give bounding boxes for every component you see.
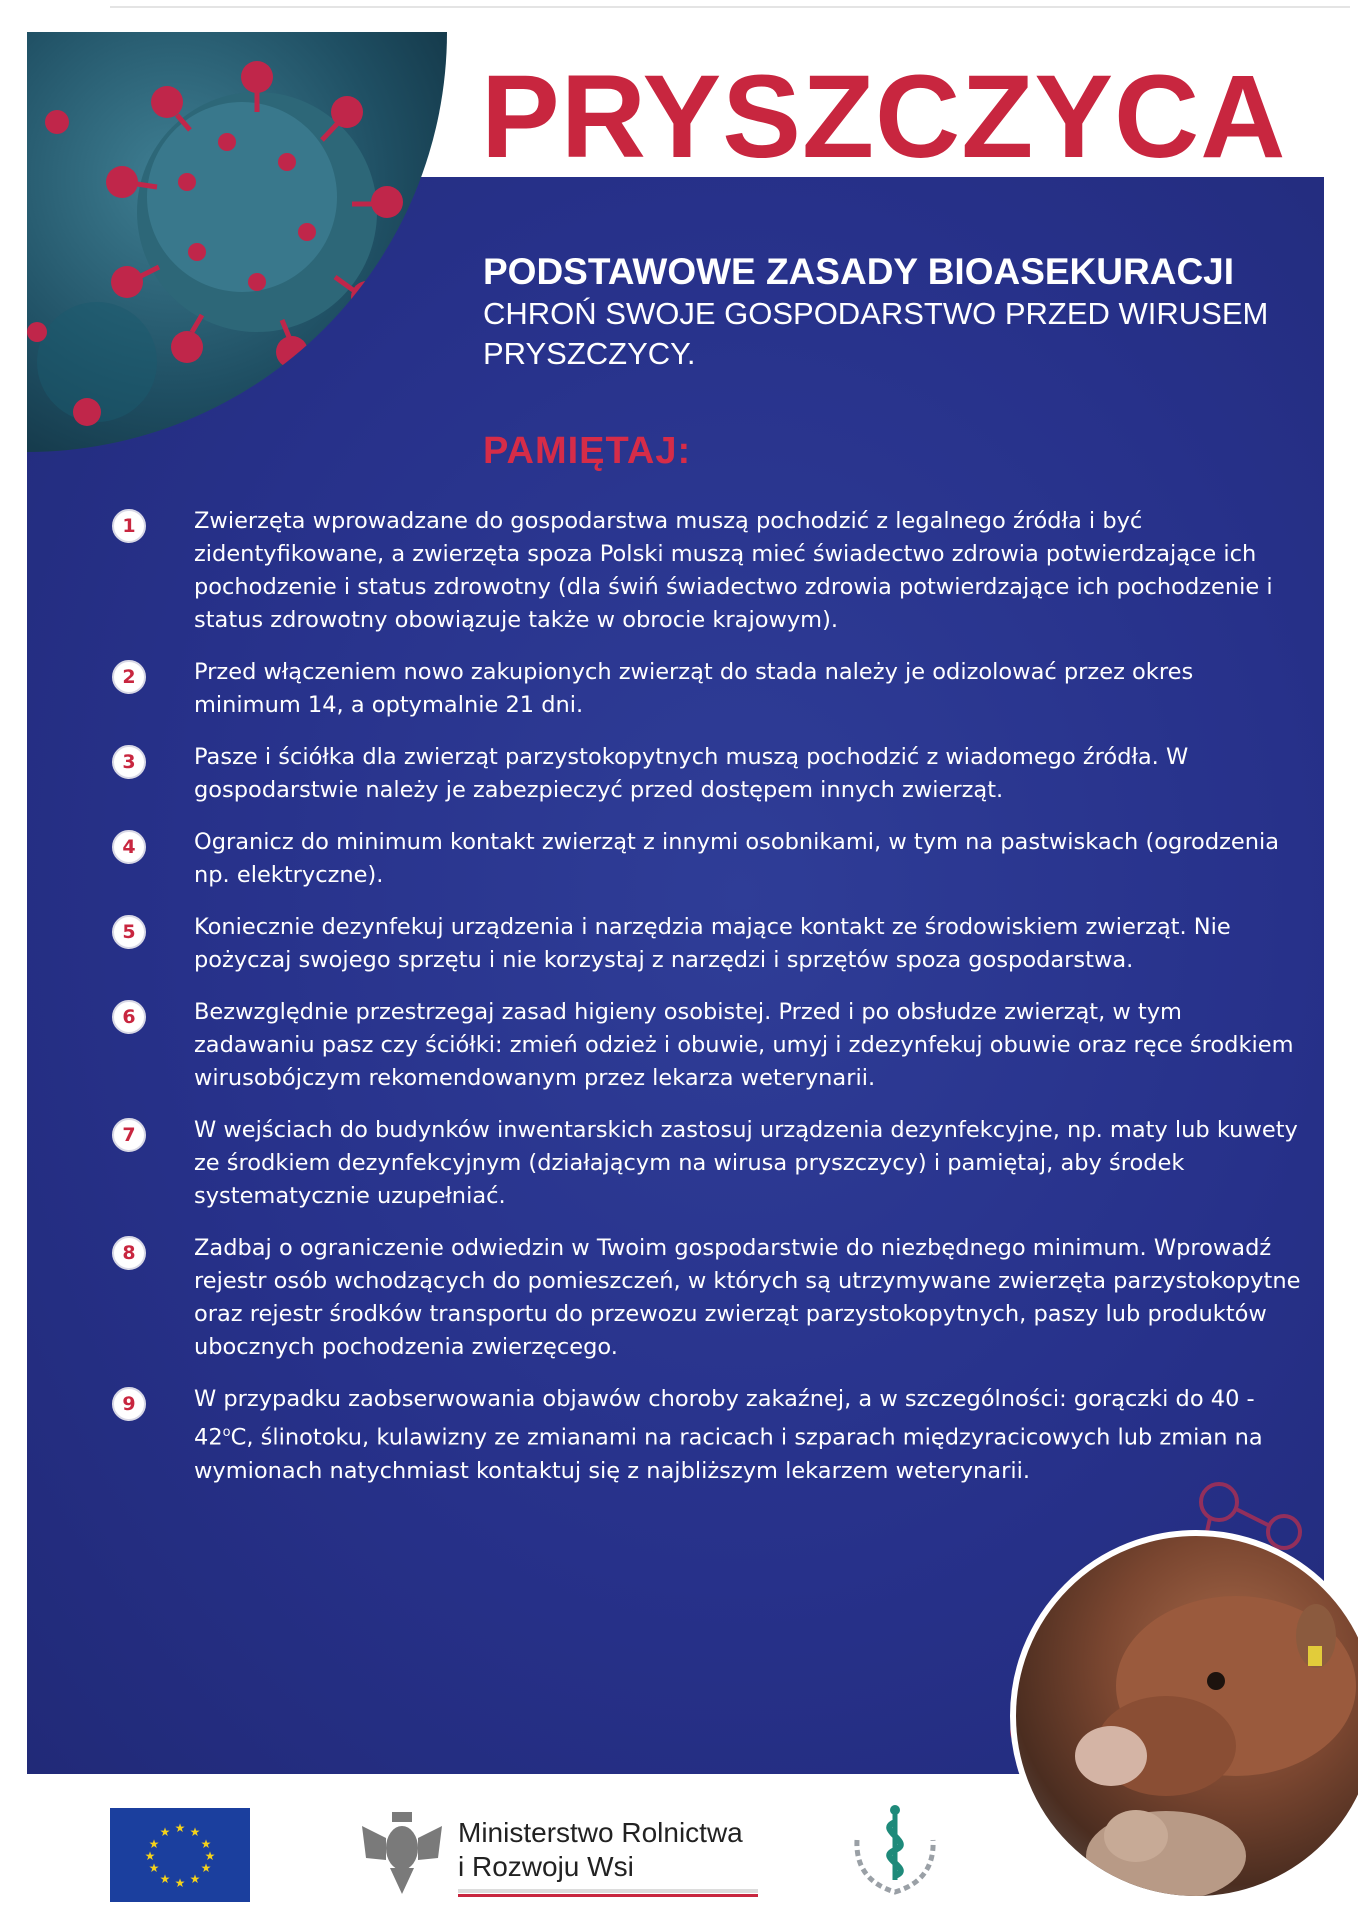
rule-text: Pasze i ściółka dla zwierząt parzystokopytnych muszą pochodzić z wiadomego źródła. W gospodarstwie należy je zabezpieczyć przed dostępem innych zwierząt. bbox=[194, 744, 1189, 803]
ministry-name-line1: Ministerstwo Rolnictwa bbox=[458, 1817, 743, 1848]
rule-text: Koniecznie dezynfekuj urządzenia i narzędzia mające kontakt ze środowiskiem zwierząt. Nie pożyczaj swojego sprzętu i nie korzystaj z narzędzi i sprzętów spoza gospodarstwa. bbox=[194, 914, 1231, 973]
rule-number-badge: 7 bbox=[112, 1118, 146, 1152]
degree-symbol: o bbox=[222, 1425, 231, 1440]
svg-text:★: ★ bbox=[189, 1825, 201, 1839]
eu-stars-icon bbox=[110, 1808, 250, 1902]
ministry-logo bbox=[360, 1800, 760, 1900]
rule-number-badge: 6 bbox=[112, 1000, 146, 1034]
rule-item-4 bbox=[112, 826, 1302, 892]
rule-text-part: C, ślinotoku, kulawizny ze zmianami na racicach i szparach międzyracicowych lub zmian na wymionach natychmiast kontaktuj się z najbliższym lekarzem weterynarii. bbox=[194, 1424, 1263, 1484]
rule-number-badge: 4 bbox=[112, 830, 146, 864]
caduceus-icon bbox=[845, 1800, 945, 1900]
svg-text:★: ★ bbox=[204, 1849, 216, 1863]
poster-title: PRYSZCZYCA bbox=[481, 51, 1287, 183]
rule-number-badge: 1 bbox=[112, 509, 146, 543]
rule-text-part: W przypadku zaobserwowania objawów choroby zakaźnej, a w szczególności: gorączki do 40 - 42 bbox=[194, 1386, 1255, 1451]
rule-number-badge: 9 bbox=[112, 1387, 146, 1421]
veterinary-inspection-icon bbox=[845, 1800, 945, 1900]
rule-item-2 bbox=[112, 656, 1302, 722]
flag-stripe-white bbox=[458, 1889, 758, 1893]
subtitle-main: PODSTAWOWE ZASADY BIOASEKURACJI bbox=[483, 251, 1235, 292]
svg-text:★: ★ bbox=[159, 1872, 171, 1886]
svg-text:★: ★ bbox=[144, 1849, 156, 1863]
rule-number-badge: 3 bbox=[112, 745, 146, 779]
rule-item-3 bbox=[112, 741, 1302, 807]
svg-text:★: ★ bbox=[148, 1837, 160, 1851]
ministry-name-line2: i Rozwoju Wsi bbox=[458, 1851, 634, 1882]
poster bbox=[27, 32, 1324, 1774]
svg-text:★: ★ bbox=[200, 1837, 212, 1851]
svg-text:★: ★ bbox=[200, 1861, 212, 1875]
rule-item-5 bbox=[112, 911, 1302, 977]
polish-eagle-icon bbox=[360, 1808, 444, 1898]
svg-text:★: ★ bbox=[174, 1821, 186, 1835]
svg-text:★: ★ bbox=[174, 1876, 186, 1890]
rule-text: W wejściach do budynków inwentarskich zastosuj urządzenia dezynfekcyjne, np. maty lub kuwety ze środkiem dezynfekcyjnym (działającym na wirusa pryszczycy) i pamiętaj, aby środek systematycznie uzupełniać. bbox=[194, 1117, 1298, 1209]
rule-item-8 bbox=[112, 1232, 1302, 1364]
rule-text: Przed włączeniem nowo zakupionych zwierząt do stada należy je odizolować przez okres minimum 14, a optymalnie 21 dni. bbox=[194, 659, 1194, 718]
rule-item-1 bbox=[112, 505, 1302, 637]
remember-heading: PAMIĘTAJ: bbox=[483, 430, 692, 472]
rule-item-7 bbox=[112, 1114, 1302, 1213]
subtitle-secondary: CHROŃ SWOJE GOSPODARSTWO PRZED WIRUSEM PRYSZCZYCY. bbox=[483, 296, 1269, 371]
rule-text: Zwierzęta wprowadzane do gospodarstwa muszą pochodzić z legalnego źródła i być zidentyfikowane, a zwierzęta spoza Polski muszą mieć świadectwo zdrowia potwierdzające ich pochodzenie i status zdrowotny (dla świń świadectwo zdrowia potwierdzające ich pochodzenie i status zdrowotny obowiązuje także w obrocie krajowym). bbox=[194, 508, 1273, 633]
flag-stripe-red bbox=[458, 1894, 758, 1897]
svg-text:★: ★ bbox=[189, 1872, 201, 1886]
rule-number-badge: 2 bbox=[112, 660, 146, 694]
ministry-name bbox=[458, 1816, 743, 1884]
rule-number-badge: 8 bbox=[112, 1236, 146, 1270]
rule-text: Bezwzględnie przestrzegaj zasad higieny osobistej. Przed i po obsłudze zwierząt, w tym zadawaniu pasz czy ściółki: zmień odzież i obuwie, umyj i zdezynfekuj obuwie oraz ręce środkiem wirusobójczym rekomendowanym przez lekarza weterynarii. bbox=[194, 999, 1294, 1091]
rules-list bbox=[112, 505, 1302, 1507]
subhead bbox=[483, 250, 1313, 374]
page-edge bbox=[110, 6, 1350, 8]
rule-text: Ogranicz do minimum kontakt zwierząt z innymi osobnikami, w tym na pastwiskach (ogrodzenia np. elektryczne). bbox=[194, 829, 1280, 888]
rule-number-badge: 5 bbox=[112, 915, 146, 949]
svg-text:★: ★ bbox=[159, 1825, 171, 1839]
footer-logos bbox=[0, 1790, 1358, 1910]
rule-text: Zadbaj o ograniczenie odwiedzin w Twoim gospodarstwie do niezbędnego minimum. Wprowadź rejestr osób wchodzących do pomieszczeń, w których są utrzymywane zwierzęta parzystokopytne oraz rejestr środków transportu do przewozu zwierząt parzystokopytnych, paszy lub produktów ubocznych pochodzenia zwierzęcego. bbox=[194, 1235, 1301, 1360]
eu-flag-icon bbox=[110, 1808, 250, 1902]
svg-text:★: ★ bbox=[148, 1861, 160, 1875]
rule-item-6 bbox=[112, 996, 1302, 1095]
